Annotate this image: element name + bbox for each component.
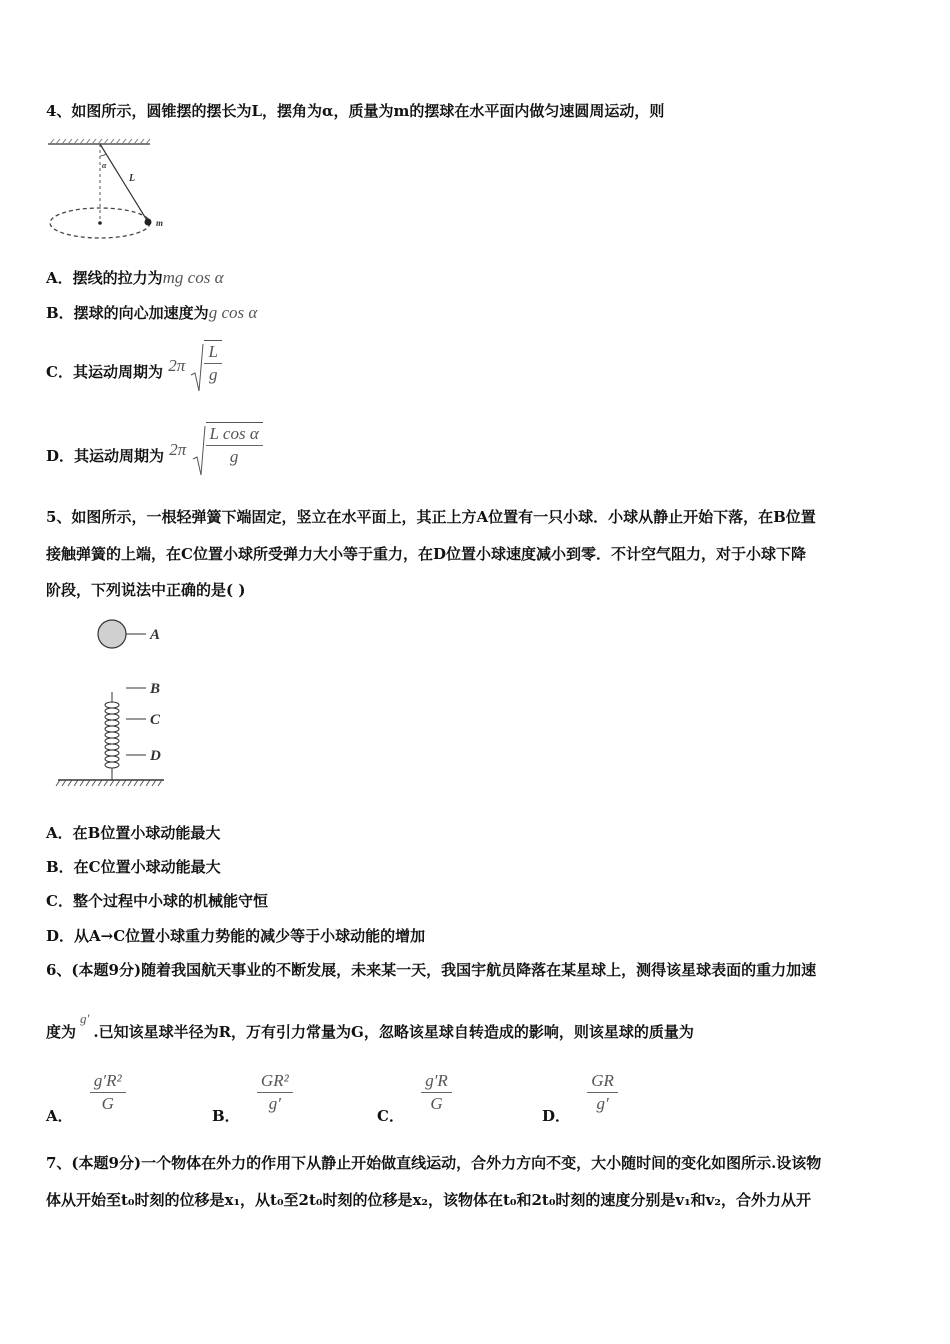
- q5-stem-line2: 接触弹簧的上端，在C位置小球所受弹力大小等于重力，在D位置小球速度减小到零．不计空气阻力，对于小球下降: [46, 545, 806, 563]
- q4-angle-label: α: [102, 161, 107, 170]
- q4-option-c: C．其运动周期为 2π $\frac{L}{g}$: [46, 342, 222, 394]
- q5-label-b: B: [150, 681, 161, 697]
- q5-option-a: A．在B位置小球动能最大: [46, 824, 221, 842]
- q4-option-a: A．摆线的拉力为mg cos α: [46, 268, 224, 287]
- q7-stem-line1: 7、(本题9分)一个物体在外力的作用下从静止开始做直线运动，合外力方向不变，大小随时间的变化如图所示.设该物: [46, 1154, 822, 1172]
- q4-c-sqrt: $\frac{L}{g}$: [190, 342, 221, 394]
- q5-option-b: B．在C位置小球动能最大: [46, 858, 221, 876]
- q5-label-a: A: [150, 627, 161, 643]
- q5-label-c: C: [150, 712, 161, 728]
- q6-option-c: C． $\frac{g'R}{G}$: [377, 1070, 452, 1126]
- q4-option-d: D．其运动周期为 2π $\frac{\text{L cos α}}{g}$: [46, 424, 263, 478]
- q5-option-d: D．从A→C位置小球重力势能的减少等于小球动能的增加: [46, 927, 426, 945]
- q4-d-sqrt: $\frac{\text{L cos α}}{g}$: [192, 424, 263, 478]
- q4-mass-label: m: [156, 218, 164, 228]
- q6-option-a: A． $\frac{\text{g′R²}}{G}$: [46, 1070, 126, 1126]
- q5-spring-figure: [54, 614, 184, 790]
- q6-stem-line1: 6、(本题9分)随着我国航天事业的不断发展，未来某一天，我国宇航员降落在某星球上，测得该星球表面的重力加速: [46, 961, 817, 979]
- q4-conical-pendulum-figure: [44, 136, 174, 248]
- q7-stem-line2: 体从开始至t₀时刻的位移是x₁，从t₀至2t₀时刻的位移是x₂，该物体在t₀和2t₀时刻的速度分别是v₁和v₂，合外力从开: [46, 1191, 811, 1209]
- q6-option-b: B． $\frac{\text{GR²}}{g'}$: [212, 1070, 293, 1126]
- q5-label-d: D: [150, 748, 161, 764]
- q5-stem-line1: 5、如图所示，一根轻弹簧下端固定，竖立在水平面上，其正上方A位置有一只小球．小球从静止开始下落，在B位置: [46, 508, 816, 526]
- q6-option-d: D． $\frac{GR}{g'}$: [542, 1070, 618, 1126]
- q5-option-c: C．整个过程中小球的机械能守恒: [46, 892, 268, 910]
- q4-length-label: L: [129, 173, 136, 184]
- q6-stem-line2: 度为g′.已知该星球半径为R，万有引力常量为G，忽略该星球自转造成的影响，则该星球的质量为: [46, 1011, 694, 1041]
- q4-option-b: B．摆球的向心加速度为g cos α: [46, 303, 258, 322]
- q5-stem-line3: 阶段，下列说法中正确的是( ): [46, 581, 246, 599]
- q4-stem: 4、如图所示，圆锥摆的摆长为L，摆角为α，质量为m的摆球在水平面内做匀速圆周运动，则: [46, 102, 665, 120]
